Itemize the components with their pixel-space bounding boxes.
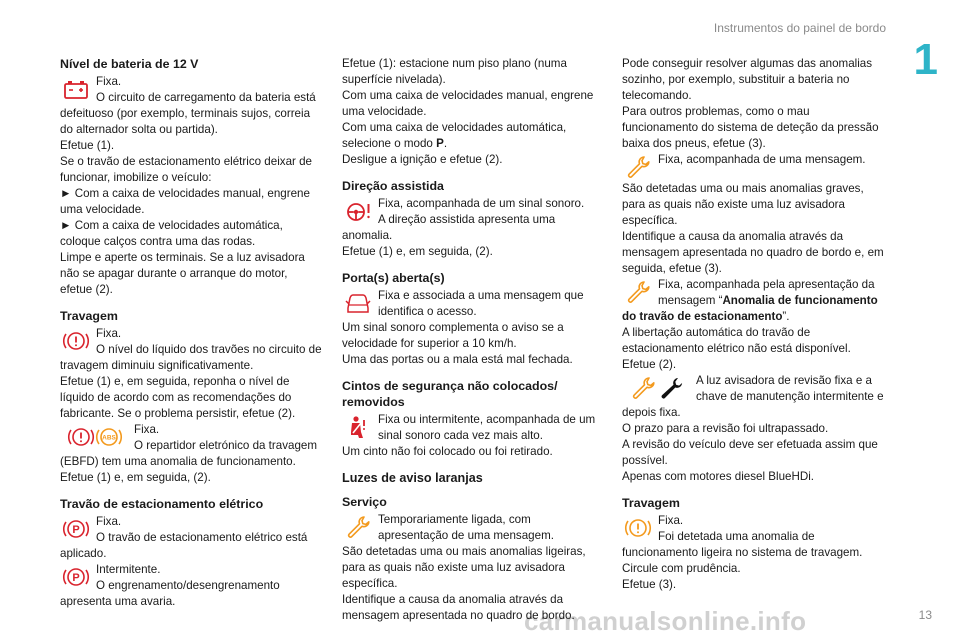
- orange-section-heading: Luzes de aviso laranjas: [342, 471, 483, 485]
- abs-icon: [95, 424, 123, 450]
- doors-heading: Porta(s) aberta(s): [342, 271, 445, 285]
- text: Uma das portas ou a mala está mal fechada.: [342, 353, 573, 366]
- brakes-orange-heading: Travagem: [622, 496, 680, 510]
- text: O circuito de carregamento da bateria está defeituoso (por exemplo, terminais sujos, correia do alternador solta ou partida).: [60, 91, 316, 136]
- parking-brake-icon: [60, 515, 92, 543]
- chapter-number: 1: [913, 35, 938, 84]
- battery-icon: [60, 75, 92, 103]
- column-2: [342, 56, 604, 624]
- text: Fixa e associada a uma mensagem que identifica o acesso.: [378, 289, 584, 318]
- text: Fixa, acompanhada de uma mensagem.: [658, 153, 866, 166]
- svg-text:ABS: ABS: [102, 434, 116, 442]
- text: Identifique a causa da anomalia através da mensagem apresentada no quadro de bordo.: [342, 593, 575, 622]
- text: Efetue (3).: [622, 578, 677, 591]
- wrench-icon: [342, 513, 374, 541]
- text: O travão de estacionamento elétrico está aplicado.: [60, 531, 308, 560]
- text: Efetue (1).: [60, 139, 115, 152]
- belts-heading: Cintos de segurança não colocados/ removidos: [342, 379, 558, 409]
- wrench-icon: [622, 153, 654, 181]
- text: Para outros problemas, como o mau funcionamento do sistema de deteção da pressão baixa dos pneus, efetue (3).: [622, 105, 879, 150]
- page-number: 13: [918, 608, 932, 622]
- brake-warning-icon: [67, 424, 95, 450]
- service-and-spanner-icons: [622, 374, 692, 402]
- text: Efetue (1) e, em seguida, (2).: [60, 471, 211, 484]
- brake-and-abs-icons: [60, 423, 130, 451]
- text: Fixa.: [96, 327, 122, 340]
- wrench-icon: [622, 278, 654, 306]
- text: Um sinal sonoro complementa o aviso se a velocidade for superior a 10 km/h.: [342, 321, 564, 350]
- text: ► Com a caixa de velocidades manual, engrene uma velocidade.: [60, 187, 310, 216]
- svg-text:P: P: [72, 524, 80, 536]
- text: A luz avisadora de revisão fixa e a chave de manutenção intermitente e depois fixa.: [622, 374, 884, 419]
- text: A libertação automática do travão de estacionamento elétrico não está disponível.: [622, 326, 851, 355]
- text: Apenas com motores diesel BlueHDi.: [622, 470, 815, 483]
- column-3: [622, 56, 884, 593]
- text: Circule com prudência.: [622, 562, 741, 575]
- text: O engrenamento/desengrenamento apresenta uma avaria.: [60, 579, 280, 608]
- brake-warning-icon: [60, 327, 92, 355]
- battery-heading: Nível de bateria de 12 V: [60, 57, 199, 71]
- text: O prazo para a revisão foi ultrapassado.: [622, 422, 829, 435]
- text: A direção assistida apresenta uma anomalia.: [342, 213, 556, 242]
- text: São detetadas uma ou mais anomalias graves, para as quais não existe uma luz avisadora específica.: [622, 182, 864, 227]
- seatbelt-icon: [342, 413, 374, 441]
- text: Foi detetada uma anomalia de funcionamento ligeira no sistema de travagem.: [622, 530, 863, 559]
- parking-brake-icon: [60, 563, 92, 591]
- text: ► Com a caixa de velocidades automática, coloque calços contra uma das rodas.: [60, 219, 283, 248]
- text: Fixa.: [96, 515, 122, 528]
- text: Efetue (1): estacione num piso plano (numa superfície nivelada).: [342, 57, 567, 86]
- steering-heading: Direção assistida: [342, 179, 444, 193]
- text: Desligue a ignição e efetue (2).: [342, 153, 503, 166]
- text: Efetue (1) e, em seguida, (2).: [342, 245, 493, 258]
- text: O nível do líquido dos travões no circuito de travagem diminuiu significativamente.: [60, 343, 322, 372]
- brake-fault-icon: [622, 514, 654, 542]
- text: Fixa, acompanhada de um sinal sonoro.: [378, 197, 585, 210]
- door-open-icon: [342, 289, 374, 317]
- text: Com uma caixa de velocidades manual, engrene uma velocidade.: [342, 89, 594, 118]
- text: Temporariamente ligada, com apresentação de uma mensagem.: [378, 513, 554, 542]
- text: Intermitente.: [96, 563, 161, 576]
- svg-text:P: P: [72, 572, 80, 584]
- text: Efetue (1) e, em seguida, reponha o nível de líquido de acordo com as recomendações do fabricante. Se o problema persistir, efetue (2).: [60, 375, 296, 420]
- service-heading: Serviço: [342, 495, 387, 509]
- text: Pode conseguir resolver algumas das anomalias sozinho, por exemplo, substituir a bateria no telecomando.: [622, 57, 873, 102]
- text: Identifique a causa da anomalia através da mensagem apresentada no quadro de bordo e, em seguida, efetue (3).: [622, 230, 884, 275]
- text: Limpe e aperte os terminais. Se a luz avisadora não se apagar durante o arranque do motor, efetue (2).: [60, 251, 305, 296]
- text: Fixa ou intermitente, acompanhada de um sinal sonoro cada vez mais alto.: [378, 413, 596, 442]
- text: São detetadas uma ou mais anomalias ligeiras, para as quais não existe uma luz avisadora específica.: [342, 545, 586, 590]
- text: Fixa.: [658, 514, 684, 527]
- text: O repartidor eletrónico da travagem (EBFD) tem uma anomalia de funcionamento.: [60, 439, 318, 468]
- wrench-icon: [629, 375, 657, 401]
- brakes-heading: Travagem: [60, 309, 118, 323]
- watermark: carmanualsonline.info: [524, 606, 807, 636]
- text: Um cinto não foi colocado ou foi retirado.: [342, 445, 553, 458]
- text: Com uma caixa de velocidades automática, selecione o modo P.: [342, 121, 567, 150]
- spanner-icon: [657, 375, 685, 401]
- text: A revisão do veículo deve ser efetuada assim que possível.: [622, 438, 878, 467]
- text: Fixa.: [134, 423, 160, 436]
- steering-icon: [342, 197, 374, 225]
- text: Efetue (2).: [622, 358, 677, 371]
- epb-heading: Travão de estacionamento elétrico: [60, 497, 264, 511]
- column-1: [60, 56, 322, 610]
- running-header: Instrumentos do painel de bordo: [713, 21, 886, 35]
- text: Fixa, acompanhada pela apresentação da mensagem “Anomalia de funcionamento do travão de estacionamento”.: [622, 278, 878, 323]
- text: Se o travão de estacionamento elétrico deixar de funcionar, imobilize o veículo:: [60, 155, 312, 184]
- text: Fixa.: [96, 75, 122, 88]
